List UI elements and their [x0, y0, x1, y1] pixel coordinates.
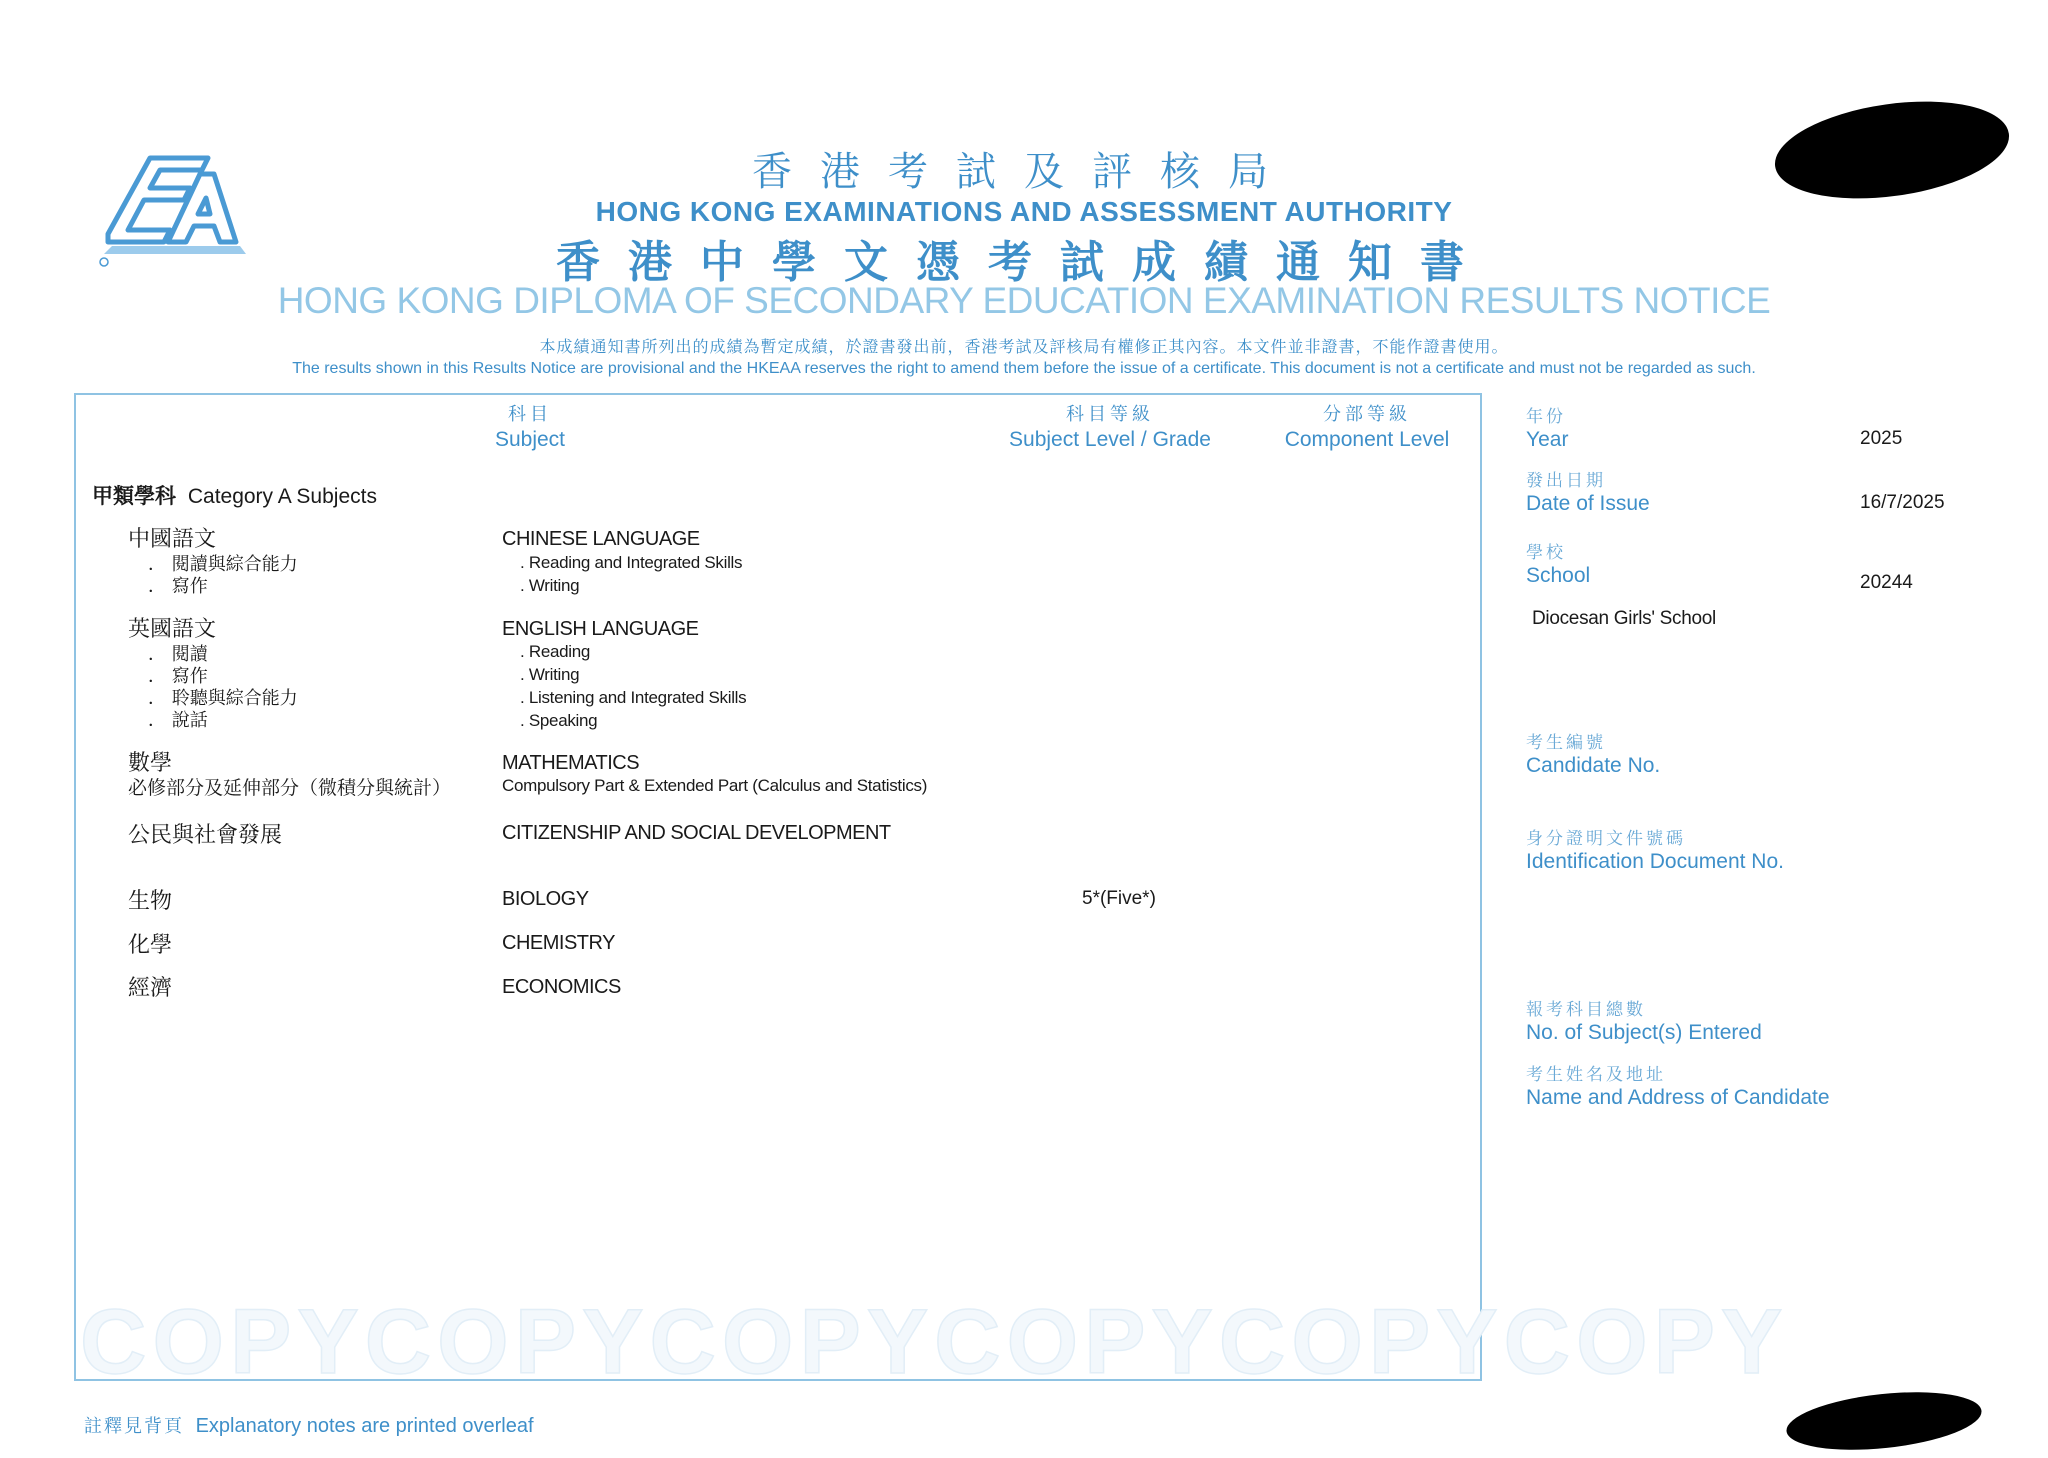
column-header-component-zh: 分部等級 — [1323, 404, 1411, 425]
subject-chemistry-en: CHEMISTRY — [502, 932, 615, 954]
candidate-no-label-en: Candidate No. — [1526, 754, 1661, 777]
category-heading — [92, 480, 377, 510]
school-label-en: School — [1526, 564, 1591, 587]
disclaimer-zh: 本成績通知書所列出的成績為暫定成績，於證書發出前，香港考試及評核局有權修正其內容。本文件並非證書，不能作證書使用。 — [539, 337, 1509, 356]
footer-note — [84, 1412, 534, 1438]
column-header-subject — [430, 400, 630, 452]
subject-chinese-zh: 中國語文 — [128, 527, 217, 552]
component-english-reading-zh: ． 閱讀 — [148, 644, 208, 665]
component-chinese-reading-zh: ． 閱讀與綜合能力 — [148, 554, 298, 575]
subject-economics-zh: 經濟 — [128, 976, 173, 1001]
component-chinese-writing-zh: ． 寫作 — [148, 576, 208, 597]
subjects-entered-label-en: No. of Subject(s) Entered — [1526, 1021, 1762, 1044]
component-english-writing-en: . Writing — [520, 665, 580, 684]
column-header-level-zh: 科目等級 — [1066, 404, 1154, 425]
date-of-issue-label — [1526, 466, 1650, 516]
document-title-en: HONG KONG DIPLOMA OF SECONDARY EDUCATION EXAMINATION RESULTS NOTICE — [277, 280, 1771, 321]
component-english-writing-zh: ． 寫作 — [148, 666, 208, 687]
candidate-no-label — [1526, 728, 1660, 778]
subject-chinese-en: CHINESE LANGUAGE — [502, 528, 700, 550]
year-value: 2025 — [1860, 428, 1903, 449]
category-heading-en: Category A Subjects — [187, 485, 377, 508]
component-chinese-reading-en: . Reading and Integrated Skills — [520, 553, 743, 572]
date-of-issue-label-en: Date of Issue — [1526, 492, 1650, 515]
subject-chemistry-zh: 化學 — [128, 933, 173, 958]
subjects-entered-label — [1526, 995, 1762, 1045]
year-label — [1526, 402, 1568, 452]
school-label — [1526, 538, 1590, 588]
org-name-en: HONG KONG EXAMINATIONS AND ASSESSMENT AUTHORITY — [595, 196, 1453, 227]
year-label-zh: 年份 — [1526, 407, 1566, 427]
component-english-listening-en: . Listening and Integrated Skills — [520, 688, 747, 707]
org-name-zh: 香港考試及評核局 — [752, 149, 1296, 195]
category-heading-zh: 甲類學科 — [92, 483, 176, 508]
subject-maths-part-zh: 必修部分及延伸部分（微積分與統計） — [128, 777, 452, 799]
subject-maths-en: MATHEMATICS — [502, 752, 640, 774]
school-name: Diocesan Girls' School — [1532, 608, 1716, 629]
candidate-no-label-zh: 考生編號 — [1526, 733, 1606, 753]
id-document-label — [1526, 824, 1784, 874]
year-label-en: Year — [1526, 428, 1569, 451]
name-address-label-en: Name and Address of Candidate — [1526, 1086, 1830, 1109]
school-label-zh: 學校 — [1526, 543, 1566, 563]
component-english-speaking-zh: ． 說話 — [148, 710, 208, 731]
date-of-issue-value: 16/7/2025 — [1860, 492, 1945, 513]
document-title-zh: 香港中學文憑考試成績通知書 — [556, 237, 1492, 288]
redaction-mark-bottom — [1784, 1384, 1985, 1458]
footer-note-zh: 註釋見背頁 — [84, 1416, 184, 1437]
biology-grade: 5*(Five*) — [1082, 888, 1156, 909]
subject-biology-en: BIOLOGY — [502, 888, 589, 910]
date-of-issue-label-zh: 發出日期 — [1526, 471, 1606, 491]
subject-biology-zh: 生物 — [128, 889, 173, 914]
component-chinese-writing-en: . Writing — [520, 576, 580, 595]
subject-maths-part-en: Compulsory Part & Extended Part (Calculus and Statistics) — [502, 776, 928, 795]
subject-english-zh: 英國語文 — [128, 617, 217, 642]
column-header-component — [1262, 400, 1472, 452]
school-code: 20244 — [1860, 572, 1913, 593]
disclaimer-en: The results shown in this Results Notice are provisional and the HKEAA reserves the right to amend them before the issue of a certificate. This document is not a certificate and must not be regarded as such. — [292, 360, 1756, 377]
component-english-reading-en: . Reading — [520, 642, 591, 661]
subject-economics-en: ECONOMICS — [502, 976, 621, 998]
footer-note-en: Explanatory notes are printed overleaf — [195, 1415, 534, 1437]
name-address-label — [1526, 1060, 1830, 1110]
id-document-label-zh: 身分證明文件號碼 — [1526, 829, 1686, 849]
subject-maths-zh: 數學 — [128, 751, 173, 776]
column-header-component-en: Component Level — [1284, 428, 1450, 451]
component-english-speaking-en: . Speaking — [520, 711, 598, 730]
column-header-subject-en: Subject — [494, 428, 566, 451]
subject-csd-zh: 公民與社會發展 — [128, 823, 283, 848]
column-header-subject-zh: 科目 — [508, 404, 552, 425]
copy-watermark: COPYCOPYCOPYCOPYCOPYCOPY — [80, 1291, 1789, 1393]
component-english-listening-zh: ． 聆聽與綜合能力 — [148, 688, 298, 709]
id-document-label-en: Identification Document No. — [1526, 850, 1784, 873]
subjects-entered-label-zh: 報考科目總數 — [1526, 1000, 1646, 1020]
name-address-label-zh: 考生姓名及地址 — [1526, 1065, 1666, 1085]
subject-csd-en: CITIZENSHIP AND SOCIAL DEVELOPMENT — [502, 822, 891, 844]
column-header-level-en: Subject Level / Grade — [1009, 428, 1211, 451]
subject-english-en: ENGLISH LANGUAGE — [502, 618, 699, 640]
column-header-level — [990, 400, 1230, 452]
